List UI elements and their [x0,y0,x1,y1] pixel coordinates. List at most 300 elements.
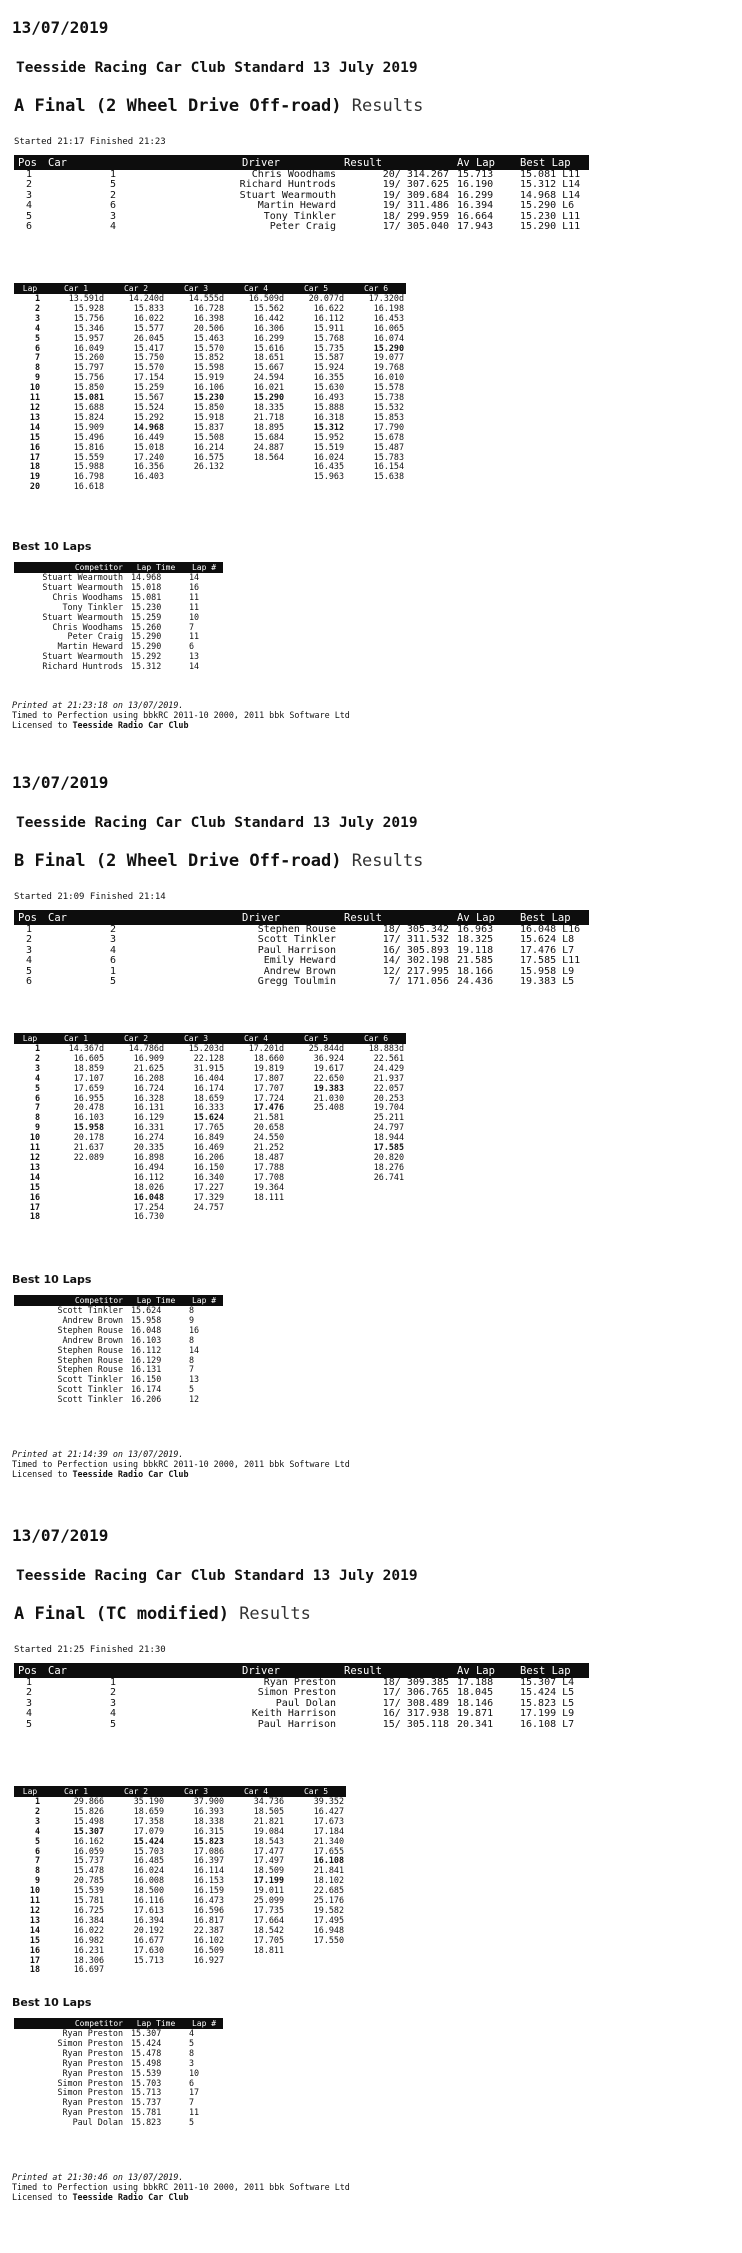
lap-time: 21.581 [253,1112,284,1123]
best-cell: Ryan Preston [62,2028,123,2038]
lap-time: 16.008 [133,1875,164,1886]
lap-time: 22.650 [313,1072,344,1083]
best-cell: Peter Craig [67,631,123,642]
lap-time: 15.919 [193,372,224,383]
results-cell: 17.476 L7 [520,944,575,956]
lap-time: 20.335 [133,1142,164,1153]
best-cell: Stephen Rouse [57,1344,123,1355]
lap-time: 16.927 [193,1954,224,1965]
results-cell: 17/ 306.765 [382,1687,449,1699]
lap-time: 18.276 [373,1161,404,1172]
lap-time: 15.498 [73,1815,104,1826]
results-cell: 4 [25,955,33,967]
best-cell: Scott Tinkler [57,1384,123,1395]
lap-number: 14 [29,1171,40,1182]
lap-row [14,472,406,482]
lap-time [226,1212,286,1222]
lap-time [46,1193,106,1203]
lap-time: 22.387 [193,1924,224,1935]
results-cell: 15.307 L4 [520,1677,575,1688]
results-cell: Simon Preston [257,1687,336,1699]
final-name: A Final (TC modified) [14,1604,229,1624]
results-cell: 15.958 L9 [520,965,575,977]
lap-row [14,1807,346,1817]
lap-time [286,1113,346,1123]
results-cell: 19.871 [457,1708,494,1720]
lap-time: 20.478 [73,1102,104,1113]
results-cell: 5 [109,976,117,988]
best-cell: 4 [189,2028,195,2038]
lap-number: 8 [34,1112,40,1123]
lap-number: 2 [34,1805,40,1816]
lap-time: 16.333 [193,1102,224,1113]
lap-number: 1 [34,1796,40,1806]
lap-row [14,1916,346,1926]
lap-time: 25.408 [313,1102,344,1113]
best-cell: Scott Tinkler [57,1305,123,1315]
best-cell: Stuart Wearmouth [42,581,123,592]
lap-row [14,1896,346,1906]
results-cell: 2 [25,179,33,191]
meeting-title: Teesside Racing Car Club Standard 13 July 2019 [16,1568,418,1584]
results-cell: 16.963 [457,924,494,935]
lap-time: 21.252 [253,1142,284,1153]
best-cell: 14 [189,1344,200,1355]
lap-time: 16.059 [73,1845,104,1856]
results-header: Result [340,1663,453,1678]
results-cell: 15.290 L11 [520,221,581,233]
lap-header: Car 6 [346,283,406,294]
best-cell: 10 [189,611,200,622]
results-cell: 17/ 305.040 [382,221,449,233]
best-cell: 15.737 [131,2097,162,2108]
lap-time: 15.824 [73,411,104,422]
final-heading [14,96,423,116]
lap-time: 15.703 [133,1845,164,1856]
lap-time: 15.559 [73,451,104,462]
lap-time: 21.637 [73,1142,104,1153]
lap-time [286,1143,346,1153]
results-cell: Paul Harrison [257,1718,336,1730]
lap-header: Car 2 [106,1033,166,1044]
lap-time: 17.201d [248,1043,284,1053]
results-cell: 4 [109,944,117,956]
results-cell: 5 [25,210,33,222]
lap-time [346,1203,406,1213]
best-cell: Ryan Preston [62,2097,123,2108]
results-header: Driver [182,155,340,170]
lap-time: 16.024 [313,451,344,462]
best-cell: Scott Tinkler [57,1374,123,1385]
results-header: Driver [182,1663,340,1678]
best-row [14,1395,223,1405]
lap-row [14,1965,346,1975]
lap-time [286,1153,346,1163]
best-cell: 5 [189,2037,195,2048]
best-cell: Stephen Rouse [57,1354,123,1365]
lap-time [46,1163,106,1173]
final-name: B Final (2 Wheel Drive Off-road) [14,851,342,871]
results-cell: 20/ 314.267 [382,169,449,180]
lap-time: 15.735 [313,342,344,353]
lap-header: Car 5 [286,283,346,294]
lap-time [46,1173,106,1183]
best-cell: 15.290 [131,631,162,642]
lap-time: 16.469 [193,1142,224,1153]
lap-time: 16.982 [73,1934,104,1945]
lap-time: 15.524 [133,401,164,412]
lap-number: 11 [29,1142,40,1153]
lap-time: 15.570 [133,362,164,373]
results-header: Pos [14,155,44,170]
lap-row [14,1876,346,1886]
lap-time: 22.685 [313,1885,344,1896]
final-heading [14,851,423,871]
lap-time: 17.240 [133,451,164,462]
lap-time: 15.957 [73,332,104,343]
lap-time: 21.821 [253,1815,284,1826]
results-cell: Paul Dolan [275,1697,336,1709]
lap-number: 4 [34,1072,40,1083]
lap-time: 15.963 [313,471,344,482]
results-cell: 1 [109,965,117,977]
results-cell: Stuart Wearmouth [239,189,336,201]
lap-time: 15.616 [253,342,284,353]
lap-row [14,1906,346,1916]
lap-number: 15 [29,1934,40,1945]
lap-header: Car 3 [166,283,226,294]
lap-time: 15.781 [73,1895,104,1906]
results-cell: 3 [25,1697,33,1709]
lap-number: 10 [29,1132,40,1143]
lap-time: 16.065 [373,322,404,333]
results-cell: Keith Harrison [251,1708,336,1720]
lap-time: 15.852 [193,352,224,363]
lap-number: 6 [34,1845,40,1856]
results-word: Results [239,1604,311,1624]
lap-time: 16.493 [313,392,344,403]
lap-time: 16.108 [313,1855,344,1866]
lap-time: 21.937 [373,1072,404,1083]
results-cell: 16.048 L16 [520,924,581,935]
results-header: Result [340,910,453,925]
best-cell: 16.206 [131,1394,162,1405]
lap-time: 15.988 [73,461,104,472]
best-cell: 15.781 [131,2107,162,2118]
lap-time: 15.424 [133,1835,164,1846]
lap-time: 17.790 [373,421,404,432]
lap-number: 6 [34,1092,40,1103]
lap-time: 15.577 [133,322,164,333]
lap-number: 10 [29,382,40,393]
lap-time: 17.199 [253,1875,284,1886]
results-cell: Paul Harrison [257,944,336,956]
printed-line: Printed at 21:23:18 on 13/07/2019. [12,700,184,710]
best-cell: 16 [189,1324,200,1335]
lap-number: 3 [34,1815,40,1826]
lap-time: 15.823 [193,1835,224,1846]
licensed-line [12,720,350,730]
lap-header: Car 4 [226,283,286,294]
lap-time: 19.704 [373,1102,404,1113]
lap-header: Lap [14,1786,46,1797]
lap-header: Car 1 [46,1033,106,1044]
lap-time: 15.018 [133,441,164,452]
lap-row [14,1856,346,1866]
lap-time: 15.624 [193,1112,224,1123]
report-date: 13/07/2019 [12,18,109,37]
results-cell: Scott Tinkler [257,934,336,946]
lap-time: 31.915 [193,1062,224,1073]
lap-time: 15.519 [313,441,344,452]
best-cell: 15.307 [131,2028,162,2038]
lap-number: 13 [29,1914,40,1925]
lap-time: 16.509 [193,1944,224,1955]
lap-number: 5 [34,332,40,343]
best-cell: 15.424 [131,2037,162,2048]
best-laps-heading: Best 10 Laps [12,1273,92,1286]
best-header: Competitor [14,562,127,573]
lap-time: 18.543 [253,1835,284,1846]
results-cell: 16.190 [457,179,494,191]
lap-time: 36.924 [313,1052,344,1063]
lap-time: 16.021 [253,382,284,393]
lap-time: 16.404 [193,1072,224,1083]
lap-time: 22.089 [73,1151,104,1162]
lap-number: 7 [34,1855,40,1866]
results-cell: 15.823 L5 [520,1697,575,1709]
lap-time: 24.550 [253,1132,284,1143]
best-header: Lap Time [127,562,185,573]
lap-row [14,1936,346,1946]
lap-time: 20.077d [308,293,344,303]
lap-time: 16.384 [73,1914,104,1925]
lap-time: 15.667 [253,362,284,373]
lap-time: 18.859 [73,1062,104,1073]
best-cell: 16.129 [131,1354,162,1365]
results-cell: 6 [109,955,117,967]
results-cell: 24.436 [457,976,494,988]
lap-number: 20 [29,481,40,492]
lap-time: 26.045 [133,332,164,343]
lap-time: 16.393 [193,1805,224,1816]
best-cell: 5 [189,2117,195,2128]
lap-time [226,1965,286,1975]
lap-time: 22.561 [373,1052,404,1063]
lap-time: 17.358 [133,1815,164,1826]
lap-time: 16.494 [133,1161,164,1172]
lap-time: 16.010 [373,372,404,383]
lap-row [14,1926,346,1936]
lap-time: 15.570 [193,342,224,353]
results-cell: 5 [25,965,33,977]
best-cell: 15.259 [131,611,162,622]
lap-time: 17.329 [193,1191,224,1202]
best-header: Lap # [185,2018,223,2029]
results-cell: 19/ 309.684 [382,189,449,201]
lap-time: 17.254 [133,1201,164,1212]
lap-time [286,1133,346,1143]
lap-time: 19.383 [313,1082,344,1093]
lap-time: 16.596 [193,1904,224,1915]
lap-number: 15 [29,431,40,442]
lap-time: 22.057 [373,1082,404,1093]
lap-time: 16.129 [133,1112,164,1123]
lap-number: 4 [34,322,40,333]
lap-time: 15.290 [373,342,404,353]
lap-time: 17.673 [313,1815,344,1826]
lap-time: 15.924 [313,362,344,373]
results-cell: 15.713 [457,169,494,180]
best-cell: 15.260 [131,621,162,632]
lap-row [14,1797,346,1807]
lap-time: 18.659 [133,1805,164,1816]
best-cell: Simon Preston [57,2087,123,2098]
lap-time: 16.150 [193,1161,224,1172]
best-cell: 15.290 [131,641,162,652]
lap-time: 15.487 [373,441,404,452]
lap-time: 18.026 [133,1181,164,1192]
lap-time: 16.356 [133,461,164,472]
results-header: Av Lap [453,1663,516,1678]
lap-time [226,462,286,472]
results-cell: Gregg Toulmin [257,976,336,988]
results-cell: 17.188 [457,1677,494,1688]
best-cell: Andrew Brown [62,1334,123,1345]
lap-time [346,1183,406,1193]
results-cell: 1 [25,1677,33,1688]
licensed-club: Teesside Radio Car Club [72,720,189,730]
results-cell: 16.664 [457,210,494,222]
results-section [0,1508,742,2253]
lap-time: 15.478 [73,1865,104,1876]
lap-row [14,1946,346,1956]
lap-time: 16.131 [133,1102,164,1113]
lap-time [286,1956,346,1966]
lap-time [346,1193,406,1203]
best-header: Lap # [185,1295,223,1306]
lap-number: 12 [29,1151,40,1162]
best-cell: 7 [189,2097,195,2108]
race-times: Started 21:17 Finished 21:23 [14,137,166,147]
best-header: Competitor [14,1295,127,1306]
results-header: Pos [14,910,44,925]
best-header: Lap # [185,562,223,573]
results-header: Car [44,1663,182,1678]
results-section [0,755,742,1500]
lap-time: 16.728 [193,302,224,313]
lap-time: 16.605 [73,1052,104,1063]
final-name: A Final (2 Wheel Drive Off-road) [14,96,342,116]
lap-time: 14.555d [188,293,224,303]
lap-time [166,1212,226,1222]
lap-time: 16.724 [133,1082,164,1093]
lap-time: 20.192 [133,1924,164,1935]
lap-row [14,1886,346,1896]
best-cell: Richard Huntrods [42,661,123,672]
lap-time: 16.697 [73,1964,104,1975]
results-cell: 3 [109,934,117,946]
lap-time: 24.887 [253,441,284,452]
lap-time: 15.578 [373,382,404,393]
results-cell: 7/ 171.056 [388,976,449,988]
lap-time: 20.820 [373,1151,404,1162]
lap-time: 16.397 [193,1855,224,1866]
lap-time: 15.539 [73,1885,104,1896]
lap-time [46,1203,106,1213]
results-cell: 4 [109,221,117,233]
lap-time: 16.306 [253,322,284,333]
results-cell: 16.299 [457,189,494,201]
lap-header: Lap [14,283,46,294]
lap-time: 15.837 [193,421,224,432]
lap-time: 37.900 [193,1796,224,1806]
results-cell: 15.230 L11 [520,210,581,222]
best-laps-heading: Best 10 Laps [12,540,92,553]
results-cell: 2 [25,1687,33,1699]
lap-row [14,1827,346,1837]
lap-time: 19.582 [313,1904,344,1915]
best-cell: Stephen Rouse [57,1364,123,1375]
lap-time: 17.154 [133,372,164,383]
best-cell: Simon Preston [57,2077,123,2088]
lap-number: 1 [34,293,40,303]
lap-time: 15.259 [133,382,164,393]
lap-time: 18.111 [253,1191,284,1202]
lap-time: 15.756 [73,372,104,383]
lap-number: 10 [29,1885,40,1896]
lap-row [14,1817,346,1827]
best-cell: 15.713 [131,2087,162,2098]
timed-line: Timed to Perfection using bbkRC 2011-10 2000, 2011 bbk Software Ltd [12,2182,350,2192]
lap-time [286,1183,346,1193]
lap-time: 15.496 [73,431,104,442]
lap-time: 18.564 [253,451,284,462]
results-table [14,155,589,232]
results-cell: 6 [25,221,33,233]
lap-time: 16.730 [133,1211,164,1222]
licensed-prefix: Licensed to [12,1469,73,1479]
lap-time: 17.708 [253,1171,284,1182]
results-header: Car [44,910,182,925]
lap-time: 16.509d [248,293,284,303]
best-cell: 14.968 [131,572,162,582]
lap-time: 18.505 [253,1805,284,1816]
lap-time: 15.756 [73,312,104,323]
best-laps-table [14,2018,223,2128]
lap-number: 16 [29,1191,40,1202]
best-laps-heading: Best 10 Laps [12,1996,92,2009]
lap-time: 19.819 [253,1062,284,1073]
lap-time: 17.476 [253,1102,284,1113]
lap-time: 15.850 [73,382,104,393]
lap-time: 18.306 [73,1954,104,1965]
lap-number: 9 [34,372,40,383]
results-cell: 17.585 L11 [520,955,581,967]
lap-time: 16.427 [313,1805,344,1816]
lap-time: 15.567 [133,392,164,403]
results-cell: 17/ 308.489 [382,1697,449,1709]
lap-header: Lap [14,1033,46,1044]
lap-time: 14.786d [128,1043,164,1053]
lap-time: 18.811 [253,1944,284,1955]
results-row [14,1720,589,1730]
lap-time: 17.807 [253,1072,284,1083]
results-cell: 2 [109,189,117,201]
lap-time: 16.102 [193,1934,224,1945]
results-cell: Martin Heward [257,200,336,212]
lap-time: 16.153 [193,1875,224,1886]
